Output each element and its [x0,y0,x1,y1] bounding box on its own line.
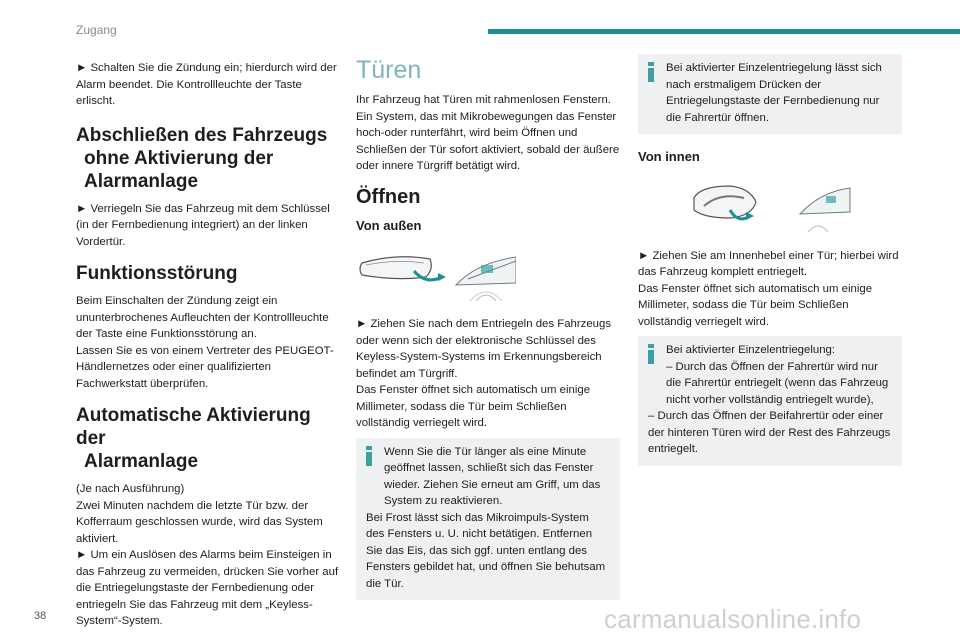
section-title: Zugang [76,23,117,37]
inside-door-lever-illustration [638,180,902,232]
heading-open: Öffnen [356,185,421,208]
note-single-unlock-text: Bei aktivierter Einzelentriegelung lässt sich nach erstmaligem Drücken der Entriegelungstaste der Fernbedienung nur die Fahrertür öffnen. [666,62,882,124]
outside-text-2: Das Fenster öffnet sich automatisch um einige Millimeter, sodass die Tür beim Schließen vollständig verriegelt wird. [356,384,591,429]
fault-text-2: Lassen Sie es von einem Vertreter des PEUGEOT-Händlernetzes oder einer qualifizierten Fachwerkstatt überprüfen. [76,344,334,390]
doors-text: Ihr Fahrzeug hat Türen mit rahmenlosen Fenstern. Ein System, das mit Mikrobewegungen das Fenster hoch-oder runterfährt, wird beim Öffnen und Schließen der Tür sofort aktiviert, sobald der äußere oder innere Türgriff betätigt wird. [356,94,620,172]
inside-text-1: ► Ziehen Sie am Innenhebel einer Tür; hierbei wird das Fahrzeug komplett entriegelt. [638,249,899,278]
heading-auto-line1: Automatische Aktivierung der [76,405,311,449]
heading-doors: Türen [356,56,422,84]
column-left [76,60,340,630]
header-accent-bar [488,29,960,34]
page-number: 38 [34,610,47,622]
outside-text-1: ► Ziehen Sie nach dem Entriegeln des Fahrzeugs oder wenn sich der elektronische Schlüssel des Keyless-System-Systems im Erkennungsbereich befindet am Türgriff. [356,318,612,380]
lock-text: ► Verriegeln Sie das Fahrzeug mit dem Schlüssel (in der Fernbedienung integriert) an der linken Vordertür. [76,202,330,248]
outside-door-handle-illustration [356,249,516,301]
inside-text-2: Das Fenster öffnet sich automatisch um einige Millimeter, sodass die Tür beim Schließen vollständig verriegelt wird. [638,282,873,328]
note-inside-text-3: – Durch das Öffnen der Beifahrertür oder einer der hinteren Türen wird der Rest des Fahrzeugs entriegelt. [648,410,891,455]
heading-auto-activation [76,404,340,473]
info-icon [648,62,654,82]
heading-lock-line3: Alarmanlage [84,170,199,192]
auto-text-3: ► Um ein Auslösen des Alarms beim Einsteigen in das Fahrzeug zu vermeiden, drücken Sie vorher auf die Entriegelungstaste der Fernbedienung oder entriegeln Sie das Fahrzeug mit dem „Keyless-System“-System. [76,549,339,627]
heading-from-outside: Von außen [356,217,422,233]
column-middle [356,56,620,608]
fault-text-1: Beim Einschalten der Zündung zeigt ein ununterbrochenes Aufleuchten der Kontrollleuchte der Taste eine Funktionsstörung an. [76,295,329,340]
heading-lock-without-alarm [76,124,340,193]
info-note-single-unlock [638,54,902,134]
info-icon [366,446,372,466]
info-icon [648,344,654,364]
info-note-window [356,438,620,601]
heading-fault: Funktionsstörung [76,263,238,284]
info-note-single-unlock-inside [638,336,902,466]
note-window-text-2: Bei Frost lässt sich das Mikroimpuls-System des Fensters u. U. nicht betätigen. Entfernen Sie das Eis, das sich ggf. unten entlang des Fensters gebildet hat, und öffnen Sie behutsam die Tür. [366,511,606,590]
heading-lock-line2: ohne Aktivierung der [84,147,274,169]
auto-text-1: (Je nach Ausführung) [76,483,185,495]
heading-from-inside: Von innen [638,149,700,164]
heading-auto-line2: Alarmanlage [84,451,199,472]
watermark: carmanualsonline.info [604,604,862,634]
auto-text-2: Zwei Minuten nachdem die letzte Tür bzw. der Kofferraum geschlossen wurde, wird das System aktiviert. [76,499,323,545]
intro-text: ► Schalten Sie die Zündung ein; hierdurch wird der Alarm beendet. Die Kontrollleuchte der Taste erlischt. [76,62,337,107]
note-inside-text-1: Bei aktivierter Einzelentriegelung: [666,344,836,356]
column-right [638,60,902,474]
note-inside-text-2: – Durch das Öffnen der Fahrertür wird nur die Fahrertür entriegelt (wenn das Fahrzeug nicht vorher vollständig entriegelt wurde), [666,360,889,406]
heading-lock-line1: Abschließen des Fahrzeugs [76,124,328,146]
note-window-text-1: Wenn Sie die Tür länger als eine Minute geöffnet lassen, schließt sich das Fenster wieder. Ziehen Sie erneut am Griff, um das System zu reaktivieren. [384,445,601,507]
